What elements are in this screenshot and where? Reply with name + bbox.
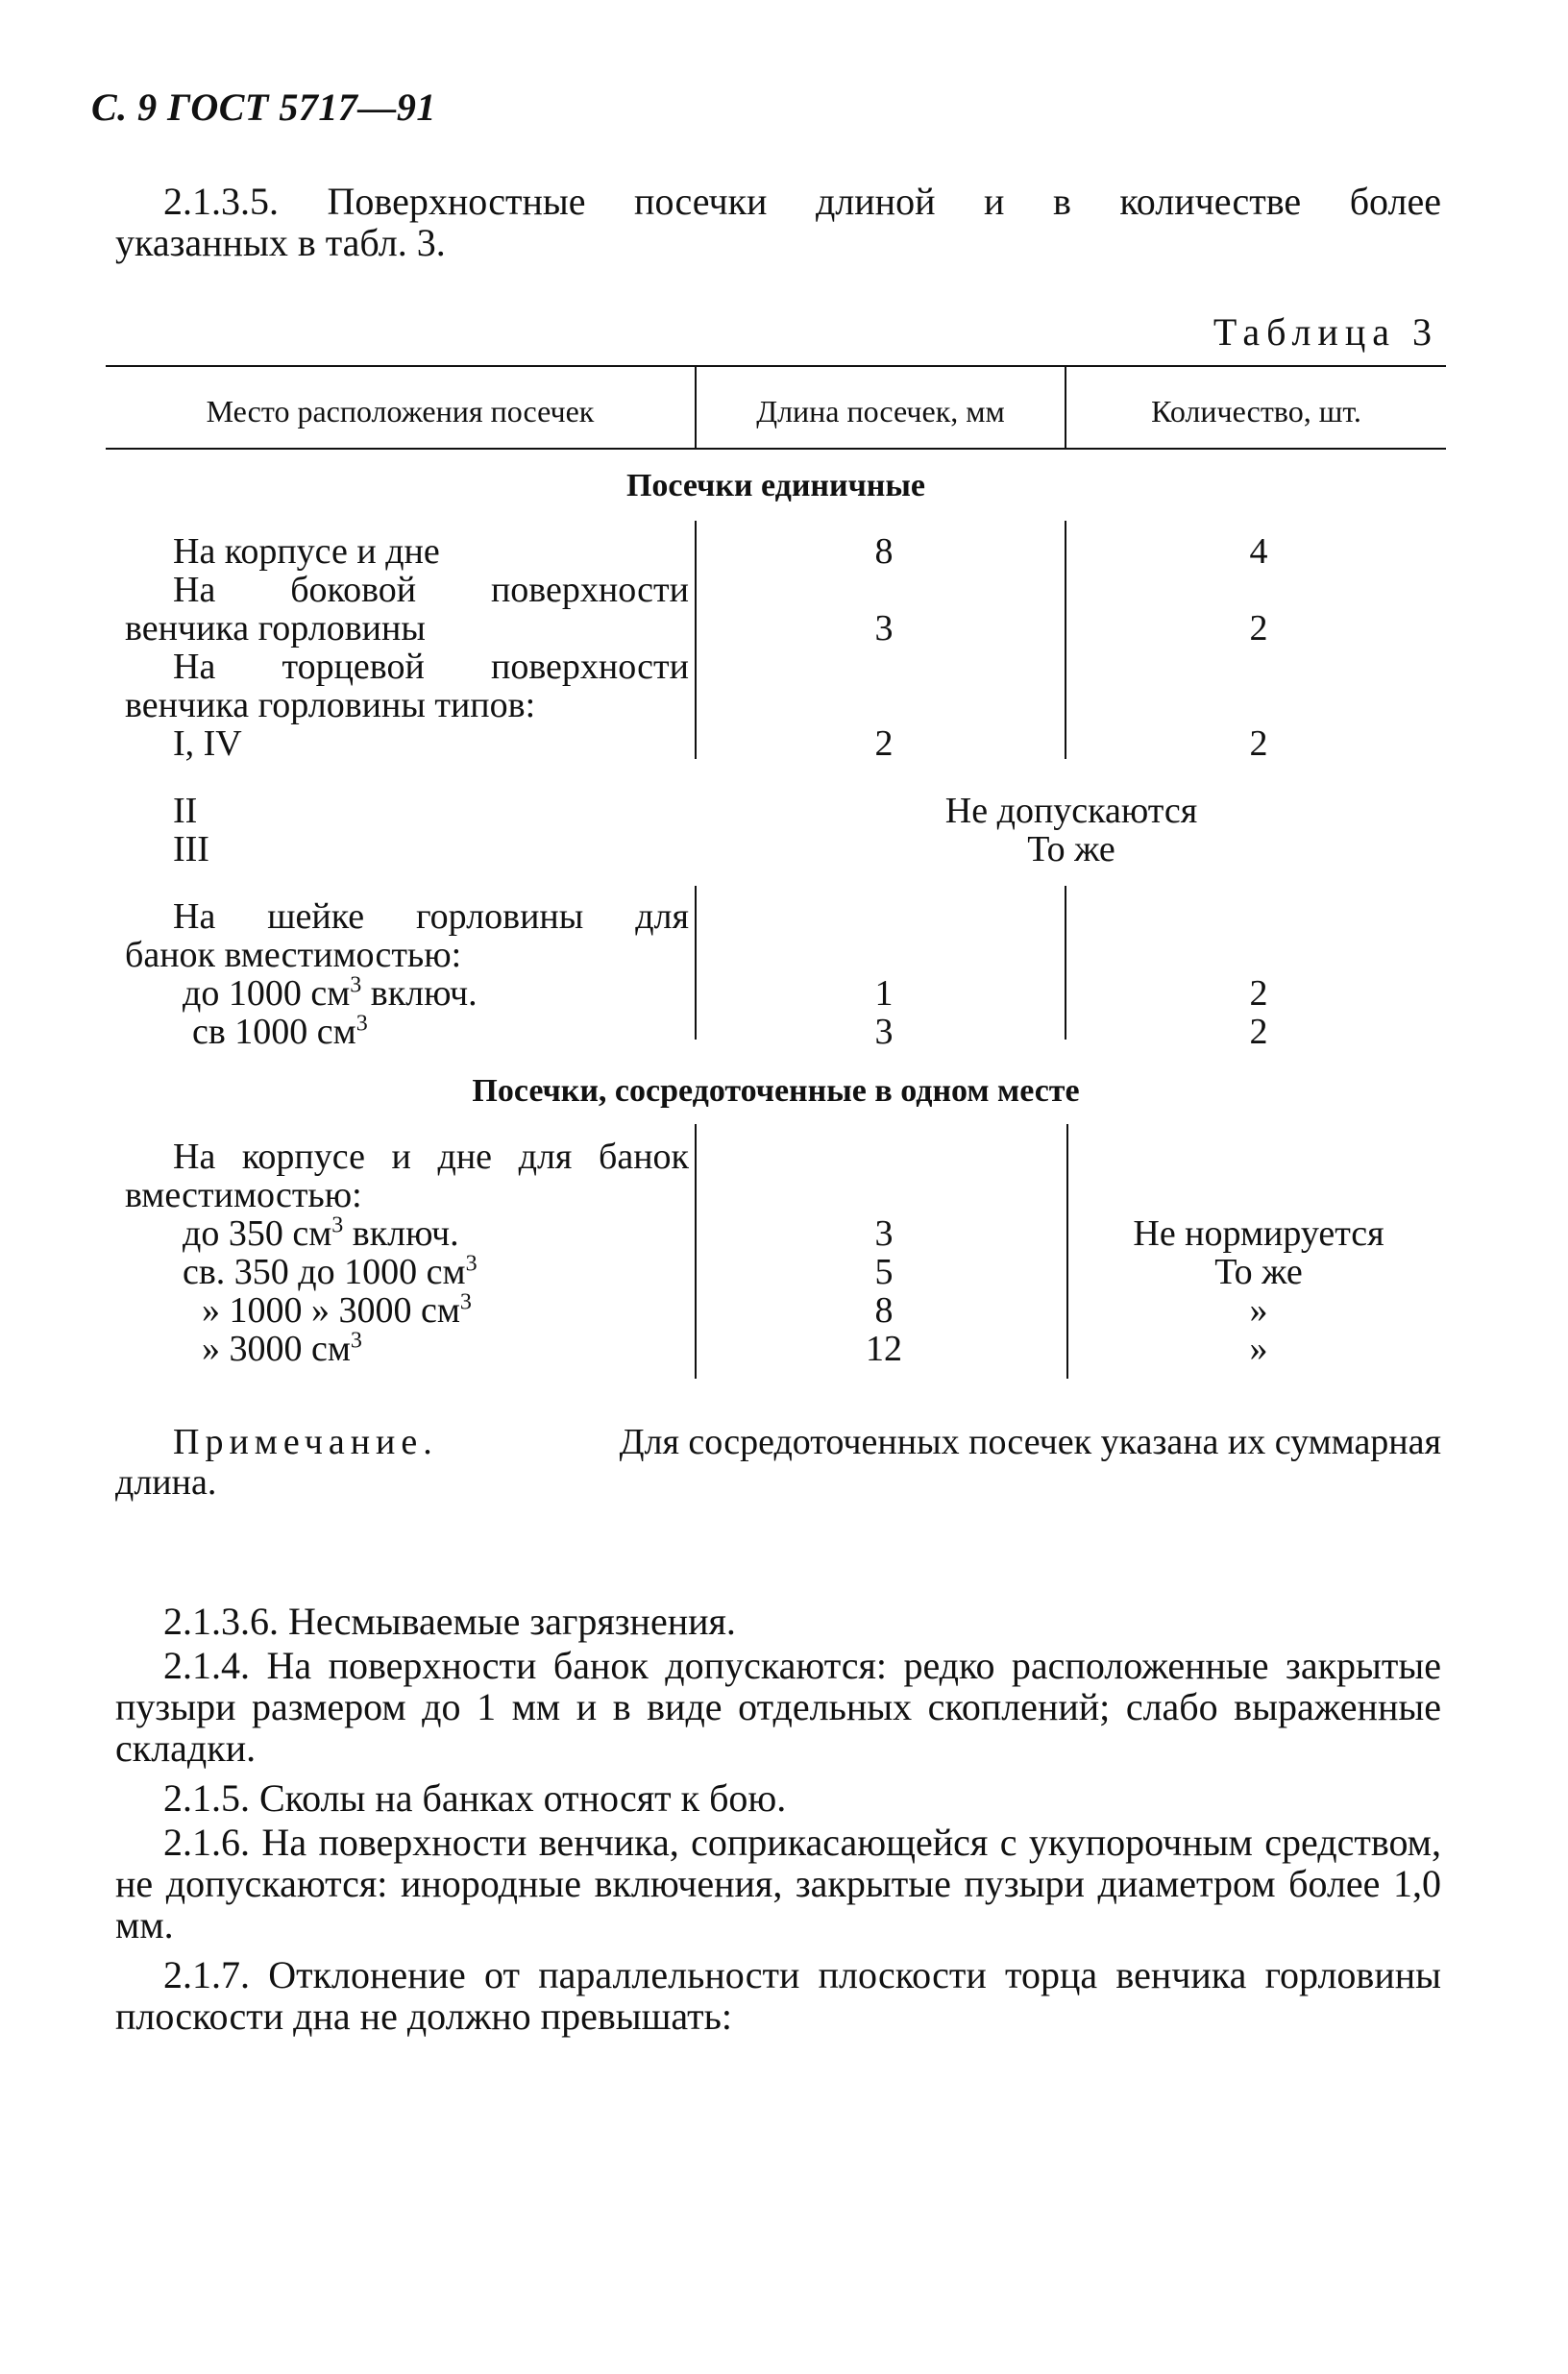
s2-r3-count: То же xyxy=(1214,1252,1303,1292)
s1-r1-label: На корпусе и дне xyxy=(173,531,440,572)
s1-r3-line1 xyxy=(125,648,689,686)
s2-r5-label xyxy=(125,1330,689,1368)
page-header: С. 9 ГОСТ 5717—91 xyxy=(91,86,436,129)
s2-r5-count: » xyxy=(1249,1329,1268,1369)
intro-paragraph xyxy=(115,181,1441,263)
s1-r8-sup: 3 xyxy=(350,972,362,998)
column-header-count: Количество, шт. xyxy=(1151,394,1361,428)
s1-r1-length: 8 xyxy=(874,531,894,572)
s1-r5-label: II xyxy=(173,791,198,831)
s1-r2-label xyxy=(125,571,689,648)
s2-r3-label xyxy=(125,1253,689,1291)
paragraph-2-1-3-6: 2.1.3.6. Несмываемые загрязнения. xyxy=(163,1600,736,1643)
s1-r1-count: 4 xyxy=(1249,531,1268,572)
section-title-concentrated: Посечки, сосредоточенные в одном месте xyxy=(472,1073,1080,1109)
s2-r2-count: Не нормируется xyxy=(1133,1213,1384,1254)
s2-r4-sup: 3 xyxy=(459,1289,472,1315)
s2-r4-count: » xyxy=(1249,1290,1268,1331)
s1-r9-count: 2 xyxy=(1249,1012,1268,1052)
s1-r5-merged: Не допускаются xyxy=(944,791,1198,831)
s1-r8-post: включ. xyxy=(361,973,478,1014)
table-header-rule xyxy=(106,448,1446,450)
note-text-1: Для сосредоточенных посечек указана их суммарная xyxy=(619,1422,1441,1462)
note-text-2: длина. xyxy=(115,1462,217,1503)
s1-r6-label: III xyxy=(173,829,209,869)
s1-r4-label: I, IV xyxy=(173,723,242,764)
intro-text-2: указанных в табл. 3. xyxy=(115,221,446,264)
s1-r2-text1: На боковой поверхности xyxy=(173,570,689,610)
s1-r8-pre: до 1000 см xyxy=(183,973,351,1014)
intro-line-1 xyxy=(115,181,1441,222)
s1-r8-label xyxy=(125,974,689,1013)
s2-r1-text1: На корпусе и дне для банок xyxy=(173,1137,689,1177)
intro-text-1: 2.1.3.5. Поверхностные посечки длиной и в количестве более xyxy=(163,180,1441,223)
s2-r2-pre: до 350 см xyxy=(183,1213,332,1254)
s2-r3-length: 5 xyxy=(874,1252,894,1292)
s1-r3-label xyxy=(125,648,689,724)
s1-r2-length: 3 xyxy=(874,608,894,649)
s2-r5-pre: » 3000 см xyxy=(202,1329,351,1369)
s1-r6-merged: То же xyxy=(1027,829,1115,869)
s1-r9-length: 3 xyxy=(874,1012,894,1052)
s2-r1-label xyxy=(125,1138,689,1214)
s2-r5-length: 12 xyxy=(866,1329,902,1369)
s2-r4-pre: » 1000 » 3000 см xyxy=(202,1290,460,1331)
s1-r4-length: 2 xyxy=(874,723,894,764)
s1-r4-count: 2 xyxy=(1249,723,1268,764)
column-header-location: Место расположения посечек xyxy=(206,394,595,428)
s1-r8-count: 2 xyxy=(1249,973,1268,1014)
s1-r9-label xyxy=(125,1013,689,1051)
note-line-1 xyxy=(173,1422,1441,1462)
s1-r7-line1 xyxy=(125,897,689,936)
s2-r2-label xyxy=(125,1214,689,1253)
table-note xyxy=(173,1422,1441,1462)
s2-r2-post: включ. xyxy=(343,1213,459,1254)
table-top-rule xyxy=(106,365,1446,367)
section-title-single: Посечки единичные xyxy=(625,468,926,503)
table-caption: Таблица 3 xyxy=(1213,310,1438,354)
s2-r1-line1 xyxy=(125,1138,689,1176)
column-header-length: Длина посечек, мм xyxy=(756,394,1005,428)
s2-r2-length: 3 xyxy=(874,1213,894,1254)
s1-r8-length: 1 xyxy=(874,973,894,1014)
s1-r9-sup: 3 xyxy=(355,1011,368,1037)
s1-r7-text2: банок вместимостью: xyxy=(125,935,462,975)
s2-r2-sup: 3 xyxy=(331,1212,344,1238)
paragraph-2-1-5: 2.1.5. Сколы на банках относят к бою. xyxy=(163,1776,787,1820)
s2-r5-sup: 3 xyxy=(350,1328,362,1354)
s2-r3-sup: 3 xyxy=(465,1251,478,1277)
s1-r9-pre: св 1000 см xyxy=(192,1012,356,1052)
s1-r7-text1: На шейке горловины для xyxy=(173,896,689,937)
s1-r2-text2: венчика горловины xyxy=(125,608,426,649)
paragraph-2-1-4: 2.1.4. На поверхности банок допускаются: редко расположенные закрытые пузыри размером до 1 мм и в виде отдельных скоплений; слабо выраженные складки. xyxy=(115,1644,1441,1770)
s2-r4-length: 8 xyxy=(874,1290,894,1331)
s1-r7-label xyxy=(125,897,689,974)
s1-r3-text1: На торцевой поверхности xyxy=(173,647,689,687)
s1-r2-line1 xyxy=(125,571,689,609)
s1-r3-text2: венчика горловины типов: xyxy=(125,685,536,725)
s2-r4-label xyxy=(125,1291,689,1330)
s2-r1-text2: вместимостью: xyxy=(125,1175,362,1215)
s1-r2-count: 2 xyxy=(1249,608,1268,649)
s2-r3-pre: св. 350 до 1000 см xyxy=(183,1252,466,1292)
paragraph-2-1-7: 2.1.7. Отклонение от параллельности плоскости торца венчика горловины плоскости дна не должно превышать: xyxy=(115,1953,1441,2038)
paragraph-2-1-6: 2.1.6. На поверхности венчика, соприкасающейся с укупорочным средством, не допускаются: инородные включения, закрытые пузыри диаметром более 1,0 мм. xyxy=(115,1821,1441,1946)
note-label: Примечание. xyxy=(173,1422,438,1462)
